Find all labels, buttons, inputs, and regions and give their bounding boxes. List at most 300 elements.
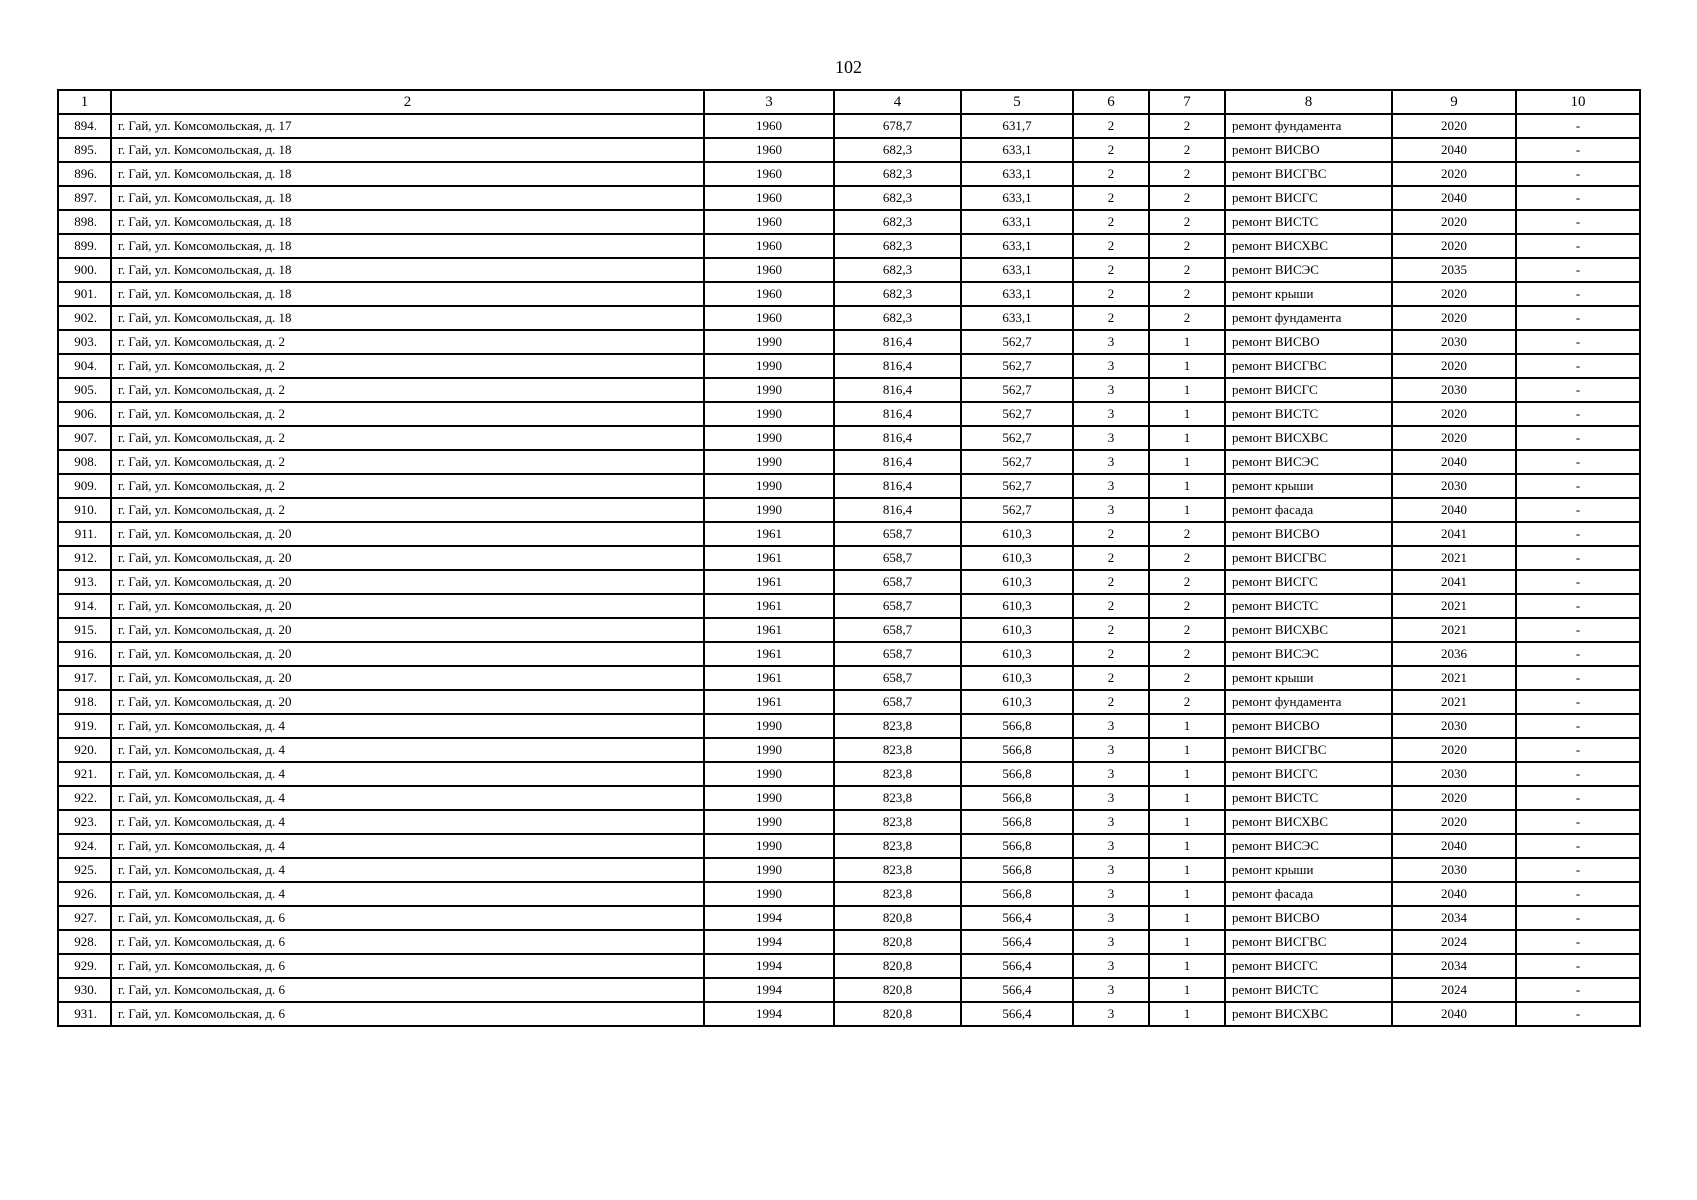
table-cell-col-3: 1961	[704, 570, 834, 594]
table-cell-col-1: 927.	[58, 906, 111, 930]
table-cell-col-2: г. Гай, ул. Комсомольская, д. 20	[111, 570, 704, 594]
table-cell-col-10: -	[1516, 258, 1640, 282]
table-cell-col-8: ремонт ВИСХВС	[1225, 618, 1392, 642]
table-cell-col-2: г. Гай, ул. Комсомольская, д. 18	[111, 138, 704, 162]
table-cell-col-5: 562,7	[961, 426, 1073, 450]
table-cell-col-1: 920.	[58, 738, 111, 762]
table-cell-col-4: 658,7	[834, 546, 961, 570]
table-cell-col-6: 3	[1073, 858, 1149, 882]
table-cell-col-7: 1	[1149, 906, 1225, 930]
table-cell-col-1: 930.	[58, 978, 111, 1002]
table-cell-col-2: г. Гай, ул. Комсомольская, д. 6	[111, 906, 704, 930]
table-cell-col-4: 682,3	[834, 162, 961, 186]
table-cell-col-6: 2	[1073, 522, 1149, 546]
table-cell-col-10: -	[1516, 114, 1640, 138]
table-cell-col-9: 2020	[1392, 114, 1516, 138]
table-cell-col-6: 3	[1073, 714, 1149, 738]
table-cell-col-7: 1	[1149, 498, 1225, 522]
table-cell-col-8: ремонт ВИСГВС	[1225, 546, 1392, 570]
table-cell-col-7: 1	[1149, 714, 1225, 738]
table-cell-col-10: -	[1516, 594, 1640, 618]
table-cell-col-10: -	[1516, 378, 1640, 402]
table-cell-col-4: 820,8	[834, 978, 961, 1002]
table-cell-col-2: г. Гай, ул. Комсомольская, д. 18	[111, 282, 704, 306]
table-cell-col-9: 2030	[1392, 474, 1516, 498]
table-cell-col-4: 820,8	[834, 930, 961, 954]
table-cell-col-1: 898.	[58, 210, 111, 234]
table-cell-col-3: 1960	[704, 138, 834, 162]
table-cell-col-10: -	[1516, 186, 1640, 210]
table-cell-col-10: -	[1516, 570, 1640, 594]
table-cell-col-9: 2021	[1392, 594, 1516, 618]
table-cell-col-8: ремонт ВИСТС	[1225, 786, 1392, 810]
table-cell-col-4: 682,3	[834, 306, 961, 330]
table-row	[58, 450, 1640, 474]
table-cell-col-2: г. Гай, ул. Комсомольская, д. 17	[111, 114, 704, 138]
column-header-4: 4	[834, 90, 961, 114]
table-cell-col-3: 1960	[704, 258, 834, 282]
table-cell-col-5: 566,4	[961, 978, 1073, 1002]
table-cell-col-3: 1960	[704, 210, 834, 234]
table-cell-col-8: ремонт ВИСВО	[1225, 906, 1392, 930]
table-cell-col-1: 923.	[58, 810, 111, 834]
table-cell-col-7: 2	[1149, 618, 1225, 642]
table-cell-col-7: 2	[1149, 594, 1225, 618]
table-cell-col-2: г. Гай, ул. Комсомольская, д. 4	[111, 762, 704, 786]
table-row	[58, 834, 1640, 858]
table-cell-col-10: -	[1516, 282, 1640, 306]
table-row	[58, 762, 1640, 786]
table-cell-col-2: г. Гай, ул. Комсомольская, д. 20	[111, 642, 704, 666]
table-cell-col-6: 3	[1073, 1002, 1149, 1026]
table-cell-col-7: 2	[1149, 114, 1225, 138]
table-cell-col-4: 682,3	[834, 186, 961, 210]
table-cell-col-5: 633,1	[961, 186, 1073, 210]
table-cell-col-6: 3	[1073, 906, 1149, 930]
table-row	[58, 330, 1640, 354]
table-row	[58, 666, 1640, 690]
table-cell-col-1: 912.	[58, 546, 111, 570]
table-cell-col-3: 1994	[704, 954, 834, 978]
table-cell-col-9: 2041	[1392, 570, 1516, 594]
table-row	[58, 210, 1640, 234]
table-cell-col-10: -	[1516, 498, 1640, 522]
table-cell-col-10: -	[1516, 642, 1640, 666]
table-cell-col-2: г. Гай, ул. Комсомольская, д. 6	[111, 1002, 704, 1026]
table-cell-col-8: ремонт ВИСЭС	[1225, 450, 1392, 474]
table-cell-col-1: 902.	[58, 306, 111, 330]
table-cell-col-1: 903.	[58, 330, 111, 354]
table-cell-col-8: ремонт фасада	[1225, 882, 1392, 906]
table-cell-col-6: 3	[1073, 354, 1149, 378]
table-cell-col-8: ремонт ВИСВО	[1225, 714, 1392, 738]
table-cell-col-7: 2	[1149, 666, 1225, 690]
table-cell-col-5: 566,8	[961, 762, 1073, 786]
table-cell-col-1: 907.	[58, 426, 111, 450]
table-cell-col-9: 2021	[1392, 546, 1516, 570]
table-row	[58, 498, 1640, 522]
table-cell-col-6: 2	[1073, 570, 1149, 594]
table-cell-col-2: г. Гай, ул. Комсомольская, д. 4	[111, 810, 704, 834]
table-cell-col-9: 2030	[1392, 714, 1516, 738]
table-cell-col-8: ремонт ВИСГВС	[1225, 738, 1392, 762]
table-cell-col-5: 633,1	[961, 282, 1073, 306]
table-cell-col-6: 3	[1073, 978, 1149, 1002]
table-row	[58, 354, 1640, 378]
table-cell-col-5: 633,1	[961, 306, 1073, 330]
table-cell-col-9: 2020	[1392, 786, 1516, 810]
table-cell-col-4: 682,3	[834, 258, 961, 282]
table-cell-col-3: 1990	[704, 354, 834, 378]
table-row	[58, 690, 1640, 714]
table-cell-col-5: 566,4	[961, 1002, 1073, 1026]
table-cell-col-6: 2	[1073, 594, 1149, 618]
table-cell-col-6: 2	[1073, 306, 1149, 330]
table-cell-col-9: 2040	[1392, 834, 1516, 858]
table-cell-col-9: 2036	[1392, 642, 1516, 666]
table-cell-col-5: 566,8	[961, 882, 1073, 906]
table-cell-col-10: -	[1516, 330, 1640, 354]
table-cell-col-6: 2	[1073, 618, 1149, 642]
table-cell-col-6: 3	[1073, 498, 1149, 522]
table-cell-col-10: -	[1516, 402, 1640, 426]
table-cell-col-6: 2	[1073, 234, 1149, 258]
table-cell-col-1: 922.	[58, 786, 111, 810]
table-cell-col-2: г. Гай, ул. Комсомольская, д. 20	[111, 546, 704, 570]
table-cell-col-7: 1	[1149, 474, 1225, 498]
table-cell-col-9: 2024	[1392, 978, 1516, 1002]
table-cell-col-1: 911.	[58, 522, 111, 546]
table-cell-col-2: г. Гай, ул. Комсомольская, д. 6	[111, 954, 704, 978]
table-cell-col-4: 823,8	[834, 810, 961, 834]
table-cell-col-5: 562,7	[961, 474, 1073, 498]
table-cell-col-9: 2020	[1392, 234, 1516, 258]
table-cell-col-9: 2021	[1392, 618, 1516, 642]
table-cell-col-7: 1	[1149, 354, 1225, 378]
table-cell-col-7: 2	[1149, 162, 1225, 186]
table-cell-col-10: -	[1516, 354, 1640, 378]
table-row	[58, 930, 1640, 954]
table-cell-col-7: 1	[1149, 426, 1225, 450]
table-header	[58, 90, 1640, 114]
table-cell-col-1: 910.	[58, 498, 111, 522]
table-cell-col-4: 820,8	[834, 906, 961, 930]
table-row	[58, 954, 1640, 978]
table-cell-col-10: -	[1516, 210, 1640, 234]
table-cell-col-8: ремонт ВИСХВС	[1225, 810, 1392, 834]
table-cell-col-10: -	[1516, 858, 1640, 882]
table-row	[58, 258, 1640, 282]
table-cell-col-2: г. Гай, ул. Комсомольская, д. 2	[111, 378, 704, 402]
table-cell-col-2: г. Гай, ул. Комсомольская, д. 4	[111, 738, 704, 762]
table-cell-col-10: -	[1516, 618, 1640, 642]
table-cell-col-8: ремонт крыши	[1225, 474, 1392, 498]
table-cell-col-7: 1	[1149, 834, 1225, 858]
table-cell-col-10: -	[1516, 474, 1640, 498]
table-cell-col-4: 658,7	[834, 570, 961, 594]
table-cell-col-7: 1	[1149, 810, 1225, 834]
header-row	[58, 90, 1640, 114]
table-cell-col-8: ремонт ВИСЭС	[1225, 834, 1392, 858]
table-cell-col-9: 2020	[1392, 426, 1516, 450]
table-cell-col-6: 3	[1073, 474, 1149, 498]
table-cell-col-6: 2	[1073, 282, 1149, 306]
table-cell-col-4: 658,7	[834, 690, 961, 714]
table-cell-col-9: 2034	[1392, 906, 1516, 930]
table-cell-col-8: ремонт ВИСЭС	[1225, 258, 1392, 282]
table-cell-col-5: 610,3	[961, 642, 1073, 666]
column-header-10: 10	[1516, 90, 1640, 114]
column-header-1: 1	[58, 90, 111, 114]
table-cell-col-7: 1	[1149, 762, 1225, 786]
table-cell-col-5: 562,7	[961, 498, 1073, 522]
table-cell-col-1: 894.	[58, 114, 111, 138]
table-row	[58, 618, 1640, 642]
table-cell-col-9: 2040	[1392, 1002, 1516, 1026]
table-cell-col-5: 610,3	[961, 594, 1073, 618]
table-cell-col-1: 931.	[58, 1002, 111, 1026]
table-cell-col-6: 3	[1073, 954, 1149, 978]
table-cell-col-1: 917.	[58, 666, 111, 690]
table-cell-col-6: 2	[1073, 690, 1149, 714]
table-row	[58, 570, 1640, 594]
table-cell-col-2: г. Гай, ул. Комсомольская, д. 20	[111, 594, 704, 618]
table-cell-col-5: 562,7	[961, 450, 1073, 474]
table-row	[58, 234, 1640, 258]
table-cell-col-3: 1961	[704, 522, 834, 546]
table-cell-col-2: г. Гай, ул. Комсомольская, д. 2	[111, 450, 704, 474]
table-cell-col-8: ремонт ВИСГС	[1225, 762, 1392, 786]
table-cell-col-7: 2	[1149, 210, 1225, 234]
table-cell-col-8: ремонт ВИСГС	[1225, 954, 1392, 978]
table-cell-col-2: г. Гай, ул. Комсомольская, д. 18	[111, 258, 704, 282]
table-cell-col-4: 682,3	[834, 282, 961, 306]
table-cell-col-4: 658,7	[834, 618, 961, 642]
table-cell-col-3: 1961	[704, 546, 834, 570]
table-cell-col-5: 610,3	[961, 618, 1073, 642]
table-cell-col-3: 1961	[704, 642, 834, 666]
table-cell-col-5: 566,4	[961, 954, 1073, 978]
table-cell-col-4: 682,3	[834, 210, 961, 234]
table-cell-col-4: 823,8	[834, 786, 961, 810]
registry-table	[57, 89, 1641, 1027]
table-cell-col-9: 2020	[1392, 354, 1516, 378]
table-cell-col-3: 1990	[704, 378, 834, 402]
table-row	[58, 282, 1640, 306]
table-cell-col-3: 1990	[704, 762, 834, 786]
table-cell-col-4: 823,8	[834, 882, 961, 906]
table-row	[58, 882, 1640, 906]
table-cell-col-5: 566,8	[961, 834, 1073, 858]
table-cell-col-3: 1990	[704, 330, 834, 354]
table-cell-col-5: 562,7	[961, 378, 1073, 402]
table-row	[58, 858, 1640, 882]
table-cell-col-2: г. Гай, ул. Комсомольская, д. 2	[111, 354, 704, 378]
table-cell-col-9: 2030	[1392, 762, 1516, 786]
table-cell-col-2: г. Гай, ул. Комсомольская, д. 18	[111, 186, 704, 210]
table-cell-col-10: -	[1516, 450, 1640, 474]
table-cell-col-10: -	[1516, 978, 1640, 1002]
table-cell-col-4: 816,4	[834, 450, 961, 474]
table-cell-col-7: 2	[1149, 570, 1225, 594]
table-cell-col-2: г. Гай, ул. Комсомольская, д. 18	[111, 306, 704, 330]
table-cell-col-10: -	[1516, 666, 1640, 690]
table-cell-col-9: 2024	[1392, 930, 1516, 954]
table-cell-col-8: ремонт крыши	[1225, 858, 1392, 882]
table-cell-col-4: 823,8	[834, 714, 961, 738]
table-cell-col-6: 3	[1073, 882, 1149, 906]
table-row	[58, 474, 1640, 498]
table-cell-col-7: 1	[1149, 1002, 1225, 1026]
table-row	[58, 306, 1640, 330]
table-cell-col-3: 1960	[704, 306, 834, 330]
table-row	[58, 186, 1640, 210]
table-cell-col-3: 1990	[704, 450, 834, 474]
table-cell-col-3: 1960	[704, 162, 834, 186]
table-cell-col-1: 900.	[58, 258, 111, 282]
table-cell-col-2: г. Гай, ул. Комсомольская, д. 2	[111, 402, 704, 426]
table-row	[58, 906, 1640, 930]
table-cell-col-5: 566,8	[961, 738, 1073, 762]
table-cell-col-5: 566,8	[961, 786, 1073, 810]
table-cell-col-2: г. Гай, ул. Комсомольская, д. 2	[111, 330, 704, 354]
table-row	[58, 786, 1640, 810]
table-cell-col-3: 1990	[704, 426, 834, 450]
table-cell-col-8: ремонт крыши	[1225, 282, 1392, 306]
table-cell-col-10: -	[1516, 930, 1640, 954]
table-cell-col-8: ремонт ВИСГВС	[1225, 162, 1392, 186]
table-row	[58, 978, 1640, 1002]
table-cell-col-1: 914.	[58, 594, 111, 618]
table-cell-col-2: г. Гай, ул. Комсомольская, д. 4	[111, 882, 704, 906]
table-cell-col-7: 2	[1149, 546, 1225, 570]
table-cell-col-1: 916.	[58, 642, 111, 666]
table-cell-col-8: ремонт фундамента	[1225, 690, 1392, 714]
table-cell-col-8: ремонт ВИСГС	[1225, 378, 1392, 402]
table-cell-col-3: 1990	[704, 834, 834, 858]
table-row	[58, 162, 1640, 186]
table-cell-col-3: 1990	[704, 402, 834, 426]
table-cell-col-8: ремонт фундамента	[1225, 114, 1392, 138]
table-cell-col-4: 820,8	[834, 954, 961, 978]
table-cell-col-5: 566,8	[961, 714, 1073, 738]
table-cell-col-8: ремонт ВИСТС	[1225, 978, 1392, 1002]
table-cell-col-8: ремонт ВИСГС	[1225, 570, 1392, 594]
table-cell-col-2: г. Гай, ул. Комсомольская, д. 4	[111, 858, 704, 882]
table-cell-col-3: 1990	[704, 738, 834, 762]
table-cell-col-10: -	[1516, 546, 1640, 570]
table-row	[58, 642, 1640, 666]
table-cell-col-5: 566,8	[961, 810, 1073, 834]
table-cell-col-9: 2020	[1392, 306, 1516, 330]
table-cell-col-4: 823,8	[834, 762, 961, 786]
table-cell-col-2: г. Гай, ул. Комсомольская, д. 2	[111, 498, 704, 522]
table-cell-col-8: ремонт ВИСТС	[1225, 210, 1392, 234]
table-cell-col-6: 3	[1073, 834, 1149, 858]
table-cell-col-5: 566,8	[961, 858, 1073, 882]
table-cell-col-3: 1994	[704, 1002, 834, 1026]
table-cell-col-10: -	[1516, 954, 1640, 978]
table-cell-col-5: 566,4	[961, 930, 1073, 954]
table-cell-col-1: 895.	[58, 138, 111, 162]
table-cell-col-6: 3	[1073, 426, 1149, 450]
table-cell-col-4: 816,4	[834, 402, 961, 426]
table-cell-col-9: 2020	[1392, 738, 1516, 762]
column-header-8: 8	[1225, 90, 1392, 114]
table-cell-col-9: 2030	[1392, 330, 1516, 354]
table-cell-col-1: 929.	[58, 954, 111, 978]
table-row	[58, 522, 1640, 546]
table-cell-col-10: -	[1516, 786, 1640, 810]
table-cell-col-9: 2040	[1392, 882, 1516, 906]
table-cell-col-10: -	[1516, 306, 1640, 330]
table-cell-col-1: 904.	[58, 354, 111, 378]
table-cell-col-3: 1961	[704, 618, 834, 642]
table-cell-col-8: ремонт ВИСГВС	[1225, 354, 1392, 378]
table-cell-col-3: 1990	[704, 810, 834, 834]
table-cell-col-6: 2	[1073, 114, 1149, 138]
table-cell-col-6: 2	[1073, 210, 1149, 234]
table-cell-col-10: -	[1516, 714, 1640, 738]
table-cell-col-1: 921.	[58, 762, 111, 786]
column-header-6: 6	[1073, 90, 1149, 114]
table-row	[58, 594, 1640, 618]
table-cell-col-6: 3	[1073, 378, 1149, 402]
table-cell-col-8: ремонт фасада	[1225, 498, 1392, 522]
table-cell-col-9: 2020	[1392, 282, 1516, 306]
table-cell-col-10: -	[1516, 906, 1640, 930]
table-cell-col-4: 816,4	[834, 354, 961, 378]
table-cell-col-5: 610,3	[961, 666, 1073, 690]
table-cell-col-2: г. Гай, ул. Комсомольская, д. 6	[111, 978, 704, 1002]
table-cell-col-6: 2	[1073, 666, 1149, 690]
table-cell-col-7: 1	[1149, 978, 1225, 1002]
table-cell-col-3: 1960	[704, 114, 834, 138]
table-cell-col-9: 2040	[1392, 450, 1516, 474]
table-cell-col-5: 610,3	[961, 690, 1073, 714]
table-cell-col-3: 1990	[704, 786, 834, 810]
table-cell-col-5: 610,3	[961, 546, 1073, 570]
table-cell-col-1: 928.	[58, 930, 111, 954]
table-cell-col-9: 2020	[1392, 162, 1516, 186]
column-header-7: 7	[1149, 90, 1225, 114]
table-cell-col-2: г. Гай, ул. Комсомольская, д. 20	[111, 666, 704, 690]
column-header-9: 9	[1392, 90, 1516, 114]
table-cell-col-5: 610,3	[961, 522, 1073, 546]
table-row	[58, 546, 1640, 570]
table-cell-col-6: 3	[1073, 810, 1149, 834]
table-cell-col-4: 816,4	[834, 330, 961, 354]
column-header-3: 3	[704, 90, 834, 114]
table-cell-col-9: 2020	[1392, 810, 1516, 834]
table-cell-col-10: -	[1516, 138, 1640, 162]
table-cell-col-8: ремонт ВИСХВС	[1225, 1002, 1392, 1026]
table-row	[58, 402, 1640, 426]
table-cell-col-2: г. Гай, ул. Комсомольская, д. 6	[111, 930, 704, 954]
table-cell-col-9: 2040	[1392, 186, 1516, 210]
table-row	[58, 114, 1640, 138]
table-cell-col-8: ремонт ВИСХВС	[1225, 426, 1392, 450]
table-cell-col-10: -	[1516, 834, 1640, 858]
table-row	[58, 138, 1640, 162]
table-cell-col-10: -	[1516, 522, 1640, 546]
table-cell-col-5: 562,7	[961, 354, 1073, 378]
table-cell-col-6: 3	[1073, 330, 1149, 354]
table-cell-col-9: 2020	[1392, 402, 1516, 426]
table-cell-col-4: 823,8	[834, 834, 961, 858]
table-cell-col-10: -	[1516, 162, 1640, 186]
table-cell-col-4: 658,7	[834, 594, 961, 618]
